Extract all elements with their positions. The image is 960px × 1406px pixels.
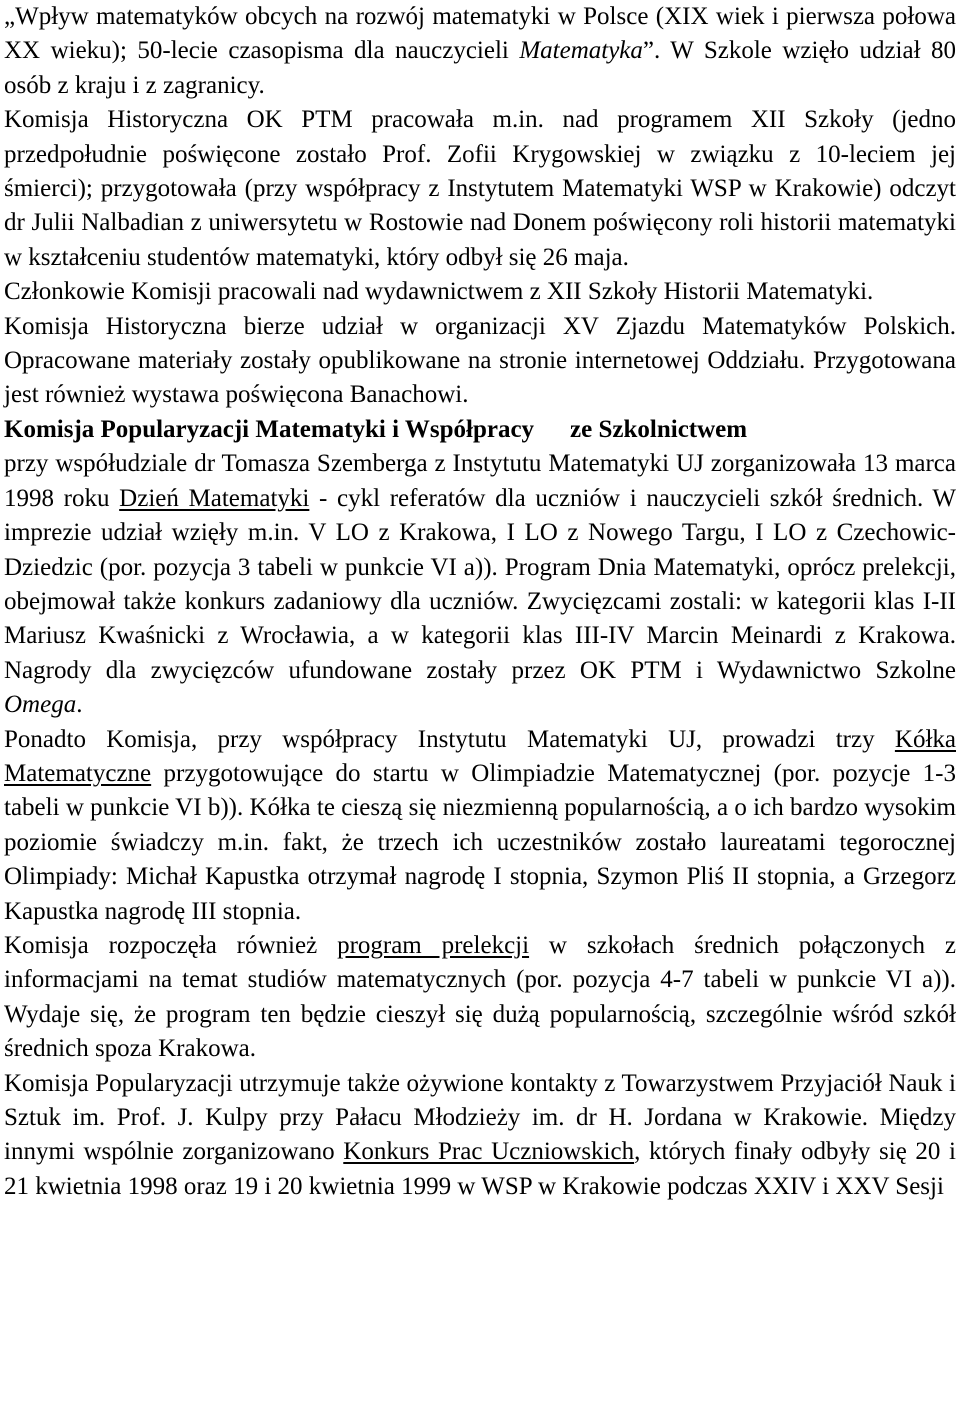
text: przy współudziale dr Tomasza Szemberga z Instytutu Matematyki UJ zorganizowała 13 marca 1998 roku (4, 450, 956, 512)
text: . (76, 691, 83, 719)
paragraph-historical-commission: Komisja Historyczna OK PTM pracowała m.in. nad programem XII Szkoły (jedno przedpołudnie poświęcone zostało Prof. Zofii Krygowskiej w związku z 10-leciem jej śmierci); przygotowała (przy współpracy z Instytutem Matematyki WSP w Krakowie) odczyt dr Julii Nalbadian z uniwersytetu w Rostowie nad Donem poświęcony roli historii matematyki w kształceniu studentów matematyki, który odbył się 26 maja. (4, 106, 956, 271)
text: „Wpływ matematyków obcych na rozwój matematyki w Polsce (XIX wiek i pierwsza połowa XX wieku); 50-lecie czasopisma dla nauczycieli (4, 3, 956, 65)
heading-part-2: ze Szkolnictwem (570, 415, 748, 443)
text: - cykl referatów dla uczniów i nauczycieli szkół średnich. W imprezie udział wzięły m.in. V LO z Krakowa, I LO z Nowego Targu, I LO z Czechowic-Dziedzic (por. pozycja 3 tabeli w punkcie VI a)). Program Dnia Matematyki, oprócz prelekcji, obejmował także konkurs zadaniowy dla uczniów. Zwycięzcami zostali: w kategorii klas I-II Mariusz Kwaśnicki z Wrocławia, a w kategorii klas III-IV Marcin Meinardi z Krakowa. Nagrody dla zwycięzców ufundowane zostały przez OK PTM i Wydawnictwo Szkolne (4, 484, 957, 684)
paragraph-math-day (4, 447, 956, 722)
text: , których finały odbyły się 20 i 21 kwietnia 1998 oraz 19 i 20 kwietnia 1999 w WSP w Krakowie podczas XXIV i XXV Sesji (4, 1138, 957, 1200)
paragraph-lecture-program (4, 929, 956, 1067)
journal-title: Matematyka (519, 37, 643, 65)
publisher-name: Omega (4, 691, 77, 719)
text: Ponadto Komisja, przy współpracy Instytutu Matematyki UJ, prowadzi trzy (4, 725, 895, 753)
paragraph-math-circles (4, 723, 956, 929)
paragraph-student-competition (4, 1067, 956, 1205)
paragraph-congress: Komisja Historyczna bierze udział w organizacji XV Zjazdu Matematyków Polskich. Opracowane materiały zostały opublikowane na stronie internetowej Oddziału. Przygotowana jest również wystawa poświęcona Banachowi. (4, 312, 956, 409)
text: Komisja rozpoczęła również (4, 931, 338, 959)
text: ”. W Szkole wzięło udział 80 osób z kraju i z zagranicy. (4, 37, 957, 99)
heading-part-1: Komisja Popularyzacji Matematyki i Współpracy (4, 415, 535, 443)
text: w szkołach średnich połączonych z informacjami na temat studiów matematycznych (por. pozycja 4-7 tabeli w punkcie VI a)). Wydaje się, że program ten będzie cieszył się dużą popularnością, szczególnie wśród szkół średnich spoza Krakowa. (4, 931, 956, 1063)
underlined-term-lecture-program: program prelekcji (337, 931, 530, 959)
text: Komisja Popularyzacji utrzymuje także ożywione kontakty z Towarzystwem Przyjaciół Nauk i Sztuk im. Prof. J. Kulpy przy Pałacu Młodzieży im. dr H. Jordana w Krakowie. Między innymi wspólnie zorganizowano (4, 1069, 956, 1166)
underlined-term-math-day: Dzień Matematyki (119, 484, 310, 512)
paragraph-school-summary (4, 0, 956, 103)
section-heading (4, 413, 956, 447)
text: przygotowujące do startu w Olimpiadzie Matematycznej (por. pozycje 1-3 tabeli w punkcie VI b)). Kółka te cieszą się niezmienną popularnością, a o ich bardzo wysokim poziomie świadczy m.in. fakt, że trzech ich uczestników zostało laureatami tegorocznej Olimpiady: Michał Kapustka otrzymał nagrodę I stopnia, Szymon Pliś II stopnia, a Grzegorz Kapustka nagrodę III stopnia. (4, 759, 956, 925)
paragraph-commission-members: Członkowie Komisji pracowali nad wydawnictwem z XII Szkoły Historii Matematyki. (4, 278, 874, 306)
underlined-term-student-competition: Konkurs Prac Uczniowskich (343, 1138, 635, 1166)
underlined-term-math-circles: Kółka Matematyczne (4, 725, 956, 787)
